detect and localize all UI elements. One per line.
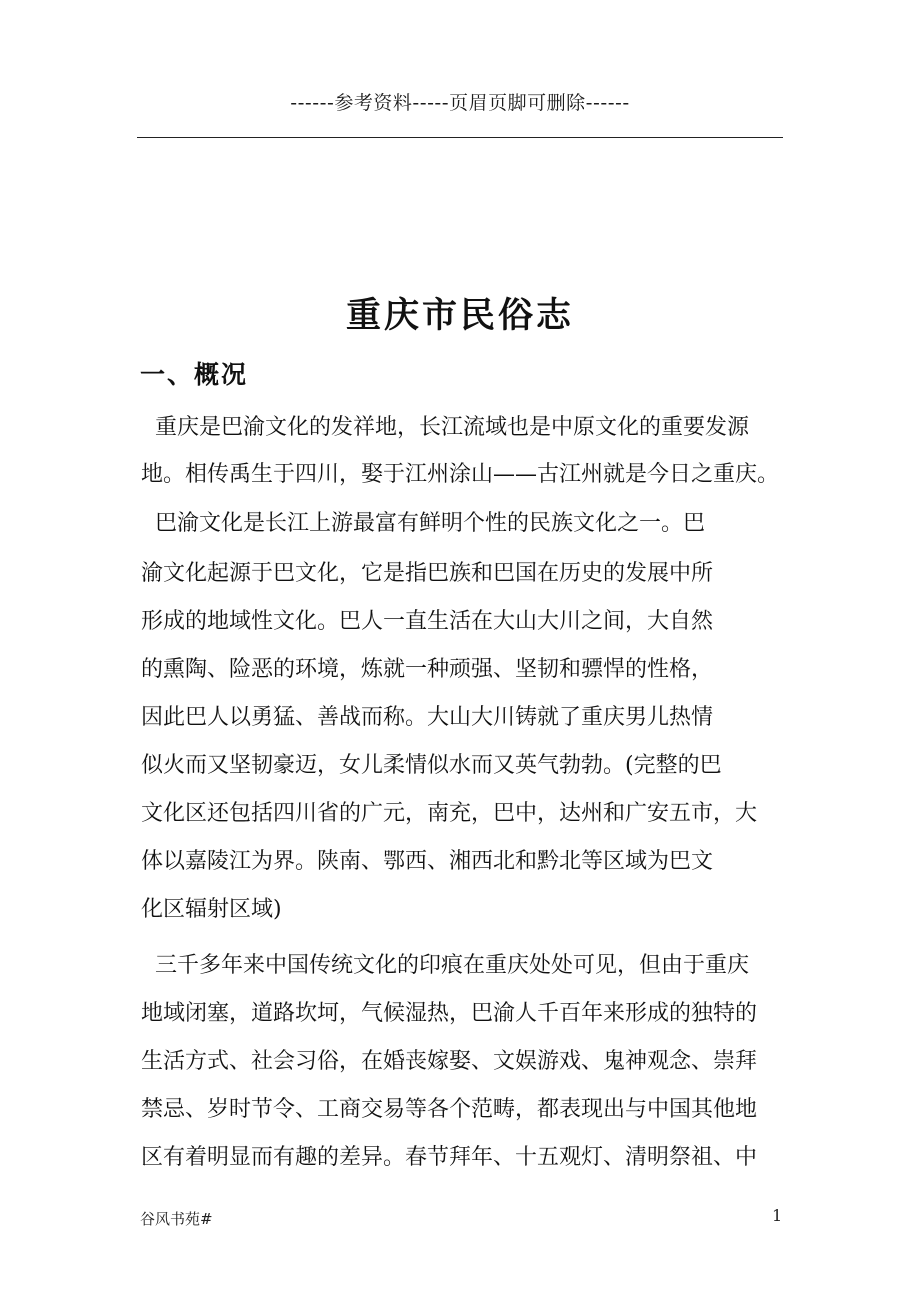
page-header: ------参考资料-----页眉页脚可删除------ [290,92,630,114]
body-line: 体以嘉陵江为界。陕南、鄂西、湘西北和黔北等区域为巴文 [141,849,714,874]
body-line: 因此巴人以勇猛、善战而称。大山大川铸就了重庆男儿热情 [141,705,714,730]
body-line: 地域闭塞，道路坎坷，气候湿热，巴渝人千百年来形成的独特的 [141,1001,758,1026]
header-divider [137,137,783,138]
body-line: 地。相传禹生于四川，娶于江州涂山——古江州就是今日之重庆。 [141,462,780,487]
body-line: 巴渝文化是长江上游最富有鲜明个性的民族文化之一。巴 [141,511,705,536]
body-line: 禁忌、岁时节令、工商交易等各个范畴，都表现出与中国其他地 [141,1097,758,1122]
body-line: 生活方式、社会习俗，在婚丧嫁娶、文娱游戏、鬼神观念、崇拜 [141,1049,758,1074]
body-line: 区有着明显而有趣的差异。春节拜年、十五观灯、清明祭祖、中 [141,1145,758,1170]
body-line: 文化区还包括四川省的广元，南充，巴中，达州和广安五市，大 [141,801,758,826]
body-line: 化区辐射区域) [141,897,282,922]
body-line: 的熏陶、险恶的环境，炼就一种顽强、坚韧和骠悍的性格， [141,657,714,682]
body-line: 似火而又坚韧豪迈，女儿柔情似水而又英气勃勃。(完整的巴 [141,753,722,778]
document-title: 重庆市民俗志 [345,296,574,336]
body-line: 三千多年来中国传统文化的印痕在重庆处处可见，但由于重庆 [141,953,749,978]
section-heading: 一、概况 [140,360,249,389]
body-line: 形成的地域性文化。巴人一直生活在大山大川之间，大自然 [141,609,714,634]
page-number: 1 [772,1206,783,1225]
body-line: 渝文化起源于巴文化，它是指巴族和巴国在历史的发展中所 [141,561,714,586]
body-line: 重庆是巴渝文化的发祥地，长江流域也是中原文化的重要发源 [141,415,749,440]
footer-source: 谷风书苑# [140,1210,213,1228]
